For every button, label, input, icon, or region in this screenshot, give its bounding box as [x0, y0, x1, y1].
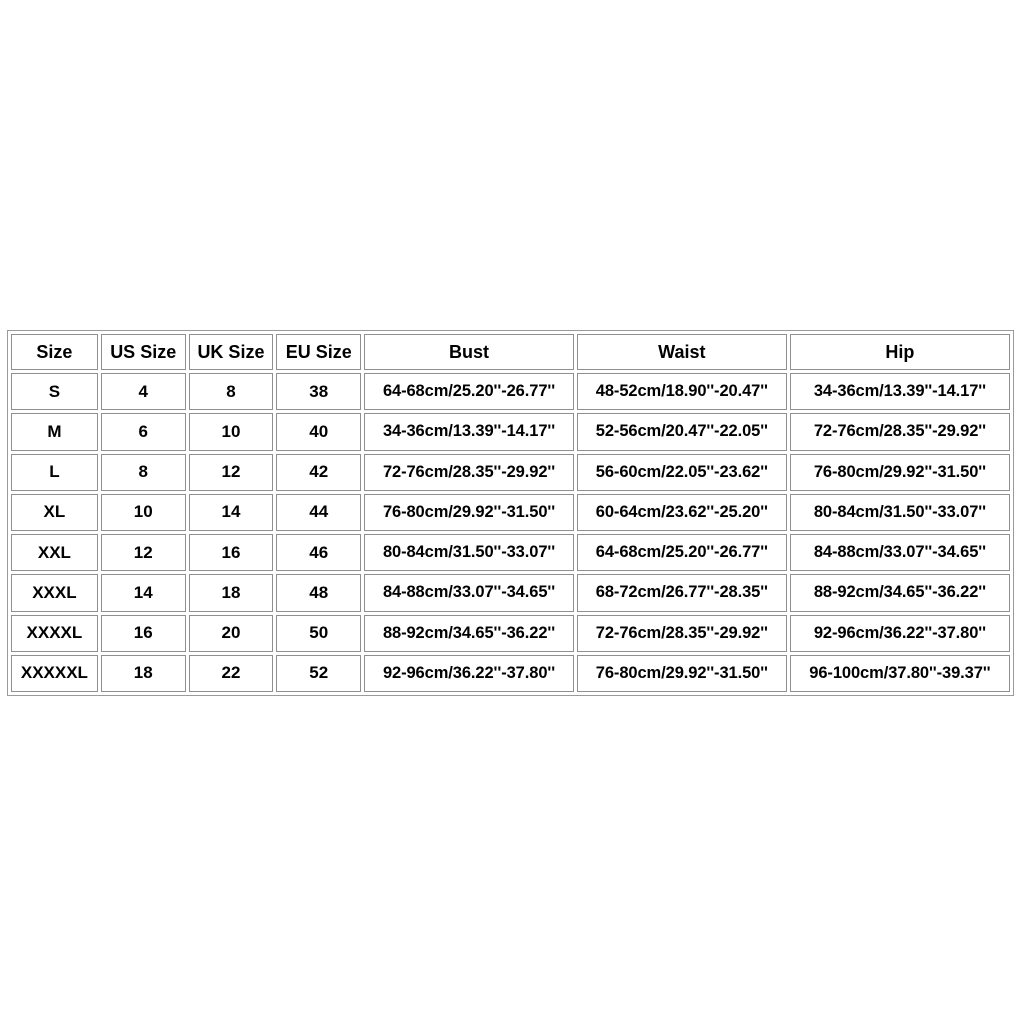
- cell-us-size: 18: [101, 655, 186, 692]
- header-us-size: US Size: [101, 334, 186, 370]
- cell-us-size: 6: [101, 413, 186, 450]
- cell-us-size: 8: [101, 454, 186, 491]
- cell-uk-size: 8: [189, 373, 274, 410]
- table-row: [11, 655, 1010, 692]
- cell-size: L: [11, 454, 98, 491]
- cell-waist: 60-64cm/23.62''-25.20'': [577, 494, 787, 531]
- cell-bust: 92-96cm/36.22''-37.80'': [364, 655, 574, 692]
- header-size: Size: [11, 334, 98, 370]
- cell-us-size: 4: [101, 373, 186, 410]
- table-row: [11, 494, 1010, 531]
- cell-us-size: 12: [101, 534, 186, 571]
- cell-eu-size: 52: [276, 655, 361, 692]
- cell-eu-size: 48: [276, 574, 361, 611]
- cell-uk-size: 18: [189, 574, 274, 611]
- cell-bust: 84-88cm/33.07''-34.65'': [364, 574, 574, 611]
- cell-size: M: [11, 413, 98, 450]
- table-row: [11, 454, 1010, 491]
- cell-us-size: 14: [101, 574, 186, 611]
- cell-eu-size: 38: [276, 373, 361, 410]
- cell-hip: 92-96cm/36.22''-37.80'': [790, 615, 1010, 652]
- header-eu-size: EU Size: [276, 334, 361, 370]
- cell-size: XXXL: [11, 574, 98, 611]
- header-hip: Hip: [790, 334, 1010, 370]
- table-row: [11, 373, 1010, 410]
- table-row: [11, 413, 1010, 450]
- cell-bust: 80-84cm/31.50''-33.07'': [364, 534, 574, 571]
- cell-us-size: 10: [101, 494, 186, 531]
- cell-waist: 72-76cm/28.35''-29.92'': [577, 615, 787, 652]
- cell-bust: 64-68cm/25.20''-26.77'': [364, 373, 574, 410]
- header-row: [11, 334, 1010, 370]
- header-uk-size: UK Size: [189, 334, 274, 370]
- cell-waist: 56-60cm/22.05''-23.62'': [577, 454, 787, 491]
- cell-uk-size: 16: [189, 534, 274, 571]
- cell-bust: 34-36cm/13.39''-14.17'': [364, 413, 574, 450]
- cell-size: S: [11, 373, 98, 410]
- cell-size: XL: [11, 494, 98, 531]
- cell-bust: 72-76cm/28.35''-29.92'': [364, 454, 574, 491]
- cell-eu-size: 42: [276, 454, 361, 491]
- cell-hip: 72-76cm/28.35''-29.92'': [790, 413, 1010, 450]
- cell-waist: 48-52cm/18.90''-20.47'': [577, 373, 787, 410]
- cell-uk-size: 12: [189, 454, 274, 491]
- cell-bust: 88-92cm/34.65''-36.22'': [364, 615, 574, 652]
- cell-eu-size: 44: [276, 494, 361, 531]
- cell-uk-size: 22: [189, 655, 274, 692]
- table-row: [11, 534, 1010, 571]
- table-row: [11, 574, 1010, 611]
- cell-bust: 76-80cm/29.92''-31.50'': [364, 494, 574, 531]
- size-chart-table: [7, 330, 1014, 696]
- cell-waist: 68-72cm/26.77''-28.35'': [577, 574, 787, 611]
- cell-size: XXXXL: [11, 615, 98, 652]
- cell-uk-size: 20: [189, 615, 274, 652]
- cell-hip: 96-100cm/37.80''-39.37'': [790, 655, 1010, 692]
- cell-eu-size: 46: [276, 534, 361, 571]
- cell-size: XXL: [11, 534, 98, 571]
- cell-waist: 76-80cm/29.92''-31.50'': [577, 655, 787, 692]
- cell-us-size: 16: [101, 615, 186, 652]
- cell-hip: 88-92cm/34.65''-36.22'': [790, 574, 1010, 611]
- cell-hip: 84-88cm/33.07''-34.65'': [790, 534, 1010, 571]
- cell-hip: 34-36cm/13.39''-14.17'': [790, 373, 1010, 410]
- header-bust: Bust: [364, 334, 574, 370]
- cell-hip: 80-84cm/31.50''-33.07'': [790, 494, 1010, 531]
- cell-waist: 52-56cm/20.47''-22.05'': [577, 413, 787, 450]
- cell-eu-size: 40: [276, 413, 361, 450]
- cell-eu-size: 50: [276, 615, 361, 652]
- cell-waist: 64-68cm/25.20''-26.77'': [577, 534, 787, 571]
- cell-uk-size: 10: [189, 413, 274, 450]
- header-waist: Waist: [577, 334, 787, 370]
- cell-hip: 76-80cm/29.92''-31.50'': [790, 454, 1010, 491]
- cell-size: XXXXXL: [11, 655, 98, 692]
- table-row: [11, 615, 1010, 652]
- cell-uk-size: 14: [189, 494, 274, 531]
